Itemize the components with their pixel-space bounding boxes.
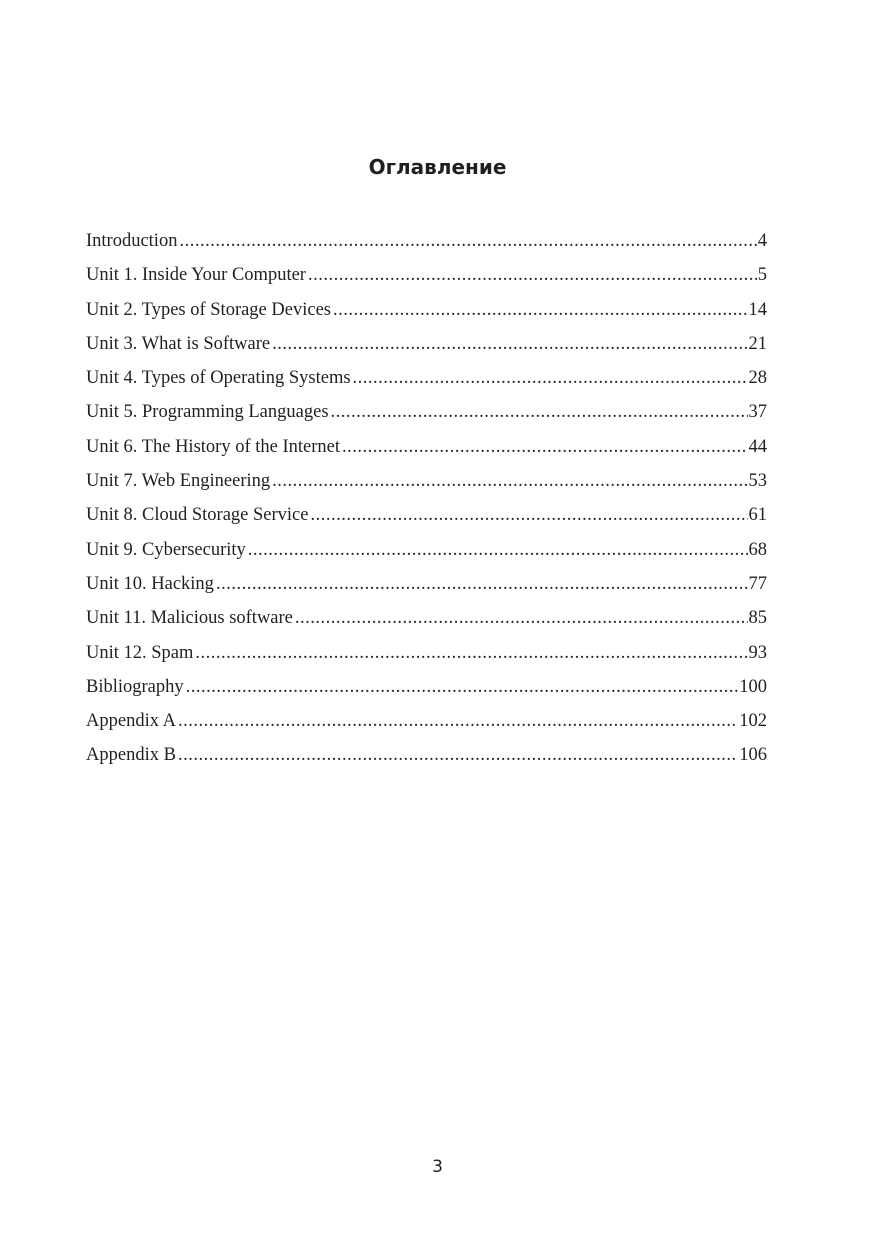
toc-entry-title: Unit 5. Programming Languages — [86, 402, 329, 423]
toc-entry — [86, 706, 767, 740]
toc-entry — [86, 603, 767, 637]
toc-entry-page: 106 — [739, 745, 767, 766]
toc-entry-title: Unit 11. Malicious software — [86, 608, 293, 629]
toc-entry-title: Appendix B — [86, 745, 176, 766]
dot-leader — [310, 500, 747, 530]
toc-entry-page: 4 — [757, 231, 767, 251]
dot-leader — [272, 329, 747, 359]
toc-entry — [86, 740, 767, 774]
toc-entry-page: 37 — [748, 402, 767, 423]
toc-entry-title: Bibliography — [86, 676, 184, 697]
toc-entry-page: 61 — [748, 505, 767, 526]
toc-entry-page: 14 — [748, 299, 767, 320]
toc-entry — [86, 226, 767, 260]
dot-leader — [195, 638, 747, 668]
toc-entry-title: Appendix A — [86, 711, 176, 732]
toc-entry-title: Unit 10. Hacking — [86, 573, 214, 594]
toc-entry-title: Introduction — [86, 231, 178, 251]
toc-entry-title: Unit 2. Types of Storage Devices — [86, 299, 331, 320]
toc-entry — [86, 672, 767, 706]
dot-leader — [178, 740, 738, 770]
dot-leader — [216, 569, 748, 599]
dot-leader — [272, 466, 747, 496]
toc-entry-page: 102 — [739, 711, 767, 732]
toc-entry — [86, 432, 767, 466]
toc-entry-page: 85 — [748, 608, 767, 629]
dot-leader — [331, 397, 748, 427]
dot-leader — [295, 603, 748, 633]
toc-entry-page: 68 — [748, 539, 767, 560]
toc-entry-title: Unit 3. What is Software — [86, 333, 271, 354]
toc-entry-title: Unit 12. Spam — [86, 642, 194, 663]
toc-entry — [86, 295, 767, 329]
toc-entry-title: Unit 7. Web Engineering — [86, 471, 271, 492]
dot-leader — [178, 706, 738, 736]
toc-entry — [86, 466, 767, 500]
toc-entry-title: Unit 4. Types of Operating Systems — [86, 368, 351, 389]
toc-entry-title: Unit 9. Cybersecurity — [86, 539, 246, 560]
toc-entry-page: 44 — [748, 436, 767, 457]
dot-leader — [248, 535, 748, 565]
toc-entry — [86, 500, 767, 534]
toc-entry-page: 100 — [739, 676, 767, 697]
page-number: 3 — [432, 1157, 443, 1177]
dot-leader — [333, 295, 748, 325]
toc-entry-page: 5 — [757, 265, 767, 286]
toc-entry — [86, 363, 767, 397]
toc-entry-title: Unit 1. Inside Your Computer — [86, 265, 306, 286]
dot-leader — [342, 432, 748, 462]
page-title: Оглавление — [368, 155, 507, 179]
toc-entry-title: Unit 8. Cloud Storage Service — [86, 505, 309, 526]
toc-entry-page: 53 — [748, 471, 767, 492]
toc-entry — [86, 638, 767, 672]
toc-entry — [86, 535, 767, 569]
dot-leader — [353, 363, 748, 393]
toc-entry — [86, 260, 767, 294]
toc-entry-page: 28 — [748, 368, 767, 389]
toc-entry — [86, 397, 767, 431]
dot-leader — [186, 672, 739, 702]
dot-leader — [179, 226, 756, 256]
toc-entry-title: Unit 6. The History of the Internet — [86, 436, 340, 457]
toc-entry-page: 77 — [748, 573, 767, 594]
table-of-contents — [86, 226, 767, 775]
toc-entry-page: 21 — [748, 333, 767, 354]
toc-entry-page: 93 — [748, 642, 767, 663]
toc-entry — [86, 329, 767, 363]
toc-entry — [86, 569, 767, 603]
dot-leader — [308, 260, 757, 290]
